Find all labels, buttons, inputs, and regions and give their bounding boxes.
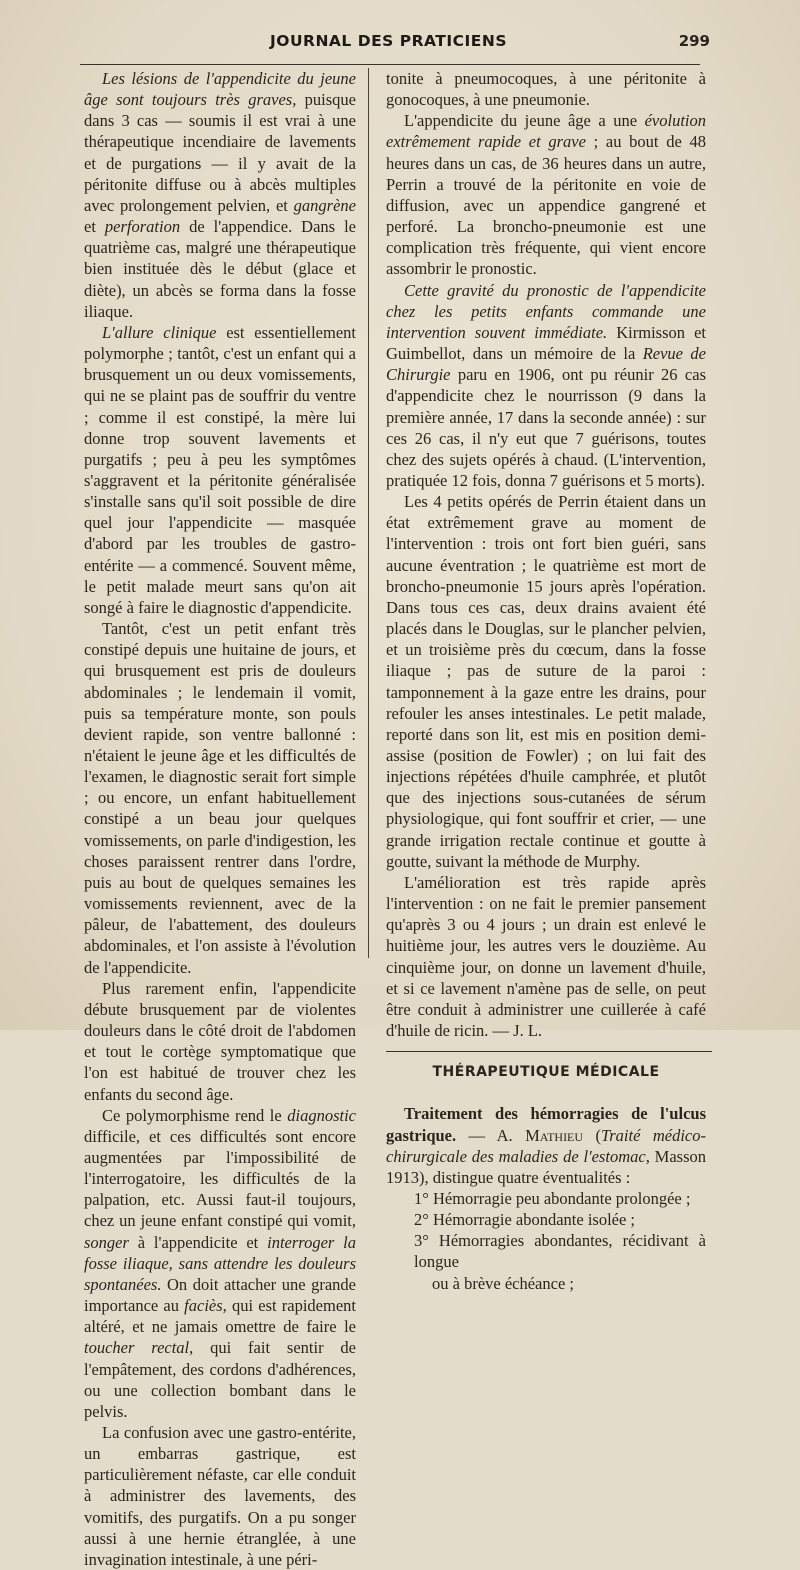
page-number: 299 (678, 32, 710, 50)
paragraph: L'amélioration est très rapide après l'intervention : on ne fait le premier pansement qu'après 3 ou 4 jours ; un drain est enlevé le huitième jour, les autres vers le douzième. Au cinquième jour, on donne un lavement d'huile, et si ce lavement n'amène pas de selle, on peut être conduit à administrer une cuillerée à café d'huile de ricin. — J. L. (386, 872, 706, 1041)
paragraph: Cette gravité du pronostic de l'appendicite chez les petits enfants commande une intervention souvent immédiate. Kirmisson et Guimbellot, dans un mémoire de la Revue de Chirurgie paru en 1906, ont pu réunir 26 cas d'appendicite chez le nourrisson (9 dans la première année, 17 dans la seconde année) : sur ces 26 cas, il n'y eut que 7 guérisons, toutes chez des sujets opérés à chaud. (L'intervention, pratiquée 12 fois, donna 7 guérisons et 5 morts). (386, 280, 707, 490)
paragraph: Plus rarement enfin, l'appendicite débute brusquement par de violentes douleurs dans le côté droit de l'abdomen et tout le cortège symptomatique que l'on est habitué de trouver chez les enfants du second âge. (84, 978, 356, 1104)
paragraph: Traitement des hémorragies de l'ulcus gastrique. — A. Mathieu (Traité médico-chirurgicale des maladies de l'estomac, Masson 1913), distingue quatre éventualités : (386, 1104, 707, 1187)
right-column (386, 68, 706, 1294)
list-item-continuation: ou à brève échéance ; (432, 1273, 574, 1293)
section-title: THÉRAPEUTIQUE MÉDICALE (432, 1064, 660, 1081)
paragraph: Les lésions de l'appendicite du jeune âge sont toujours très graves, puisque dans 3 cas — soumis il est vrai à une thérapeutique incendiaire de lavements et de purgations — il y avait de la péritonite diffuse ou à abcès multiples avec prolongement pelvien, et gangrène et perforation de l'appendice. Dans le quatrième cas, malgré une thérapeutique bien instituée dès le début (glace et diète), un abcès se forma dans la fosse iliaque. (84, 69, 356, 321)
left-column (84, 68, 356, 1570)
list-item: 3° Hémorragies abondantes, récidivant à longue (414, 1231, 706, 1272)
paragraph: tonite à pneumocoques, à une péritonite à gonocoques, à une pneumonie. (386, 69, 706, 110)
page-header (80, 28, 710, 65)
list-item: 1° Hémorragie peu abondante prolongée ; (414, 1188, 691, 1208)
journal-title: JOURNAL DES PRATICIENS (270, 32, 508, 50)
list-item: 2° Hémorragie abondante isolée ; (414, 1210, 636, 1230)
paragraph: L'allure clinique est essentiellement polymorphe ; tantôt, c'est un enfant qui a brusquement un ou deux vomissements, qui ne se plaint pas de souffrir du ventre ; comme il est constipé, la mère lui donne trop souvent lavements et purgatifs ; peu à peu les symptômes s'aggravent et la péritonite généralisée s'installe sans qu'il soit possible de dire quel jour l'appendicite — masquée d'abord par les troubles de gastro-entérite — a commencé. Souvent même, le petit malade meurt sans qu'on ait songé à faire le diagnostic d'appendicite. (84, 322, 356, 617)
paragraph: Les 4 petits opérés de Perrin étaient dans un état extrêmement grave au moment de l'intervention : trois ont fort bien guéri, sans aucune éventration ; le quatrième est mort de broncho-pneumonie 15 jours après l'opération. Dans tous ces cas, deux drains avaient été placés dans le Douglas, sur le plancher pelvien, et un troisième près du cœcum, dans la fosse iliaque ; pas de suture de la paroi : tamponnement à la gaze entre les drains, pour refouler les anses intestinales. Le petit malade, reporté dans son lit, est mis en position demi-assise (position de Fowler) ; on lui fait des injections répétées d'huile camphrée, et plutôt que des injections sous-cutanées de sérum physiologique, qui font souffrir et crier, — une grande irrigation rectale continue et goutte à goutte, suivant la méthode de Murphy. (386, 492, 706, 871)
column-divider (368, 68, 369, 958)
section-rule (386, 1051, 712, 1052)
paragraph: La confusion avec une gastro-entérite, un embarras gastrique, est particulièrement néfaste, car elle conduit à administrer des lavements, des vomitifs, des purgatifs. On a pu songer aussi à une hernie étranglée, à une invagination intestinale, à une péri- (84, 1423, 356, 1569)
paragraph: Ce polymorphisme rend le diagnostic difficile, et ces difficultés sont encore augmentées par l'impossibilité de l'interrogatoire, les difficultés de la palpation, etc. Aussi faut-il toujours, chez un jeune enfant constipé qui vomit, songer à l'appendicite et interroger la fosse iliaque, sans attendre les douleurs spontanées. On doit attacher une grande importance au faciès, qui est rapidement altéré, et ne jamais omettre de faire le toucher rectal, qui fait sentir de l'empâtement, des cordons d'adhérences, ou une collection bombant dans le pelvis. (84, 1105, 356, 1421)
paragraph: Tantôt, c'est un petit enfant très constipé depuis une huitaine de jours, et qui brusquement est pris de douleurs abdominales ; le lendemain il vomit, puis sa température monte, son pouls devient rapide, son ventre ballonné : n'étaient le jeune âge et les difficultés de l'examen, le diagnostic serait fort simple ; ou encore, un enfant habituellement constipé a un beau jour quelques vomissements, on parle d'indigestion, les choses paraissent rentrer dans l'ordre, puis au bout de quelques semaines les vomissements reviennent, avec de la pâleur, de l'abattement, des douleurs abdominales, et l'on assiste à l'évolution de l'appendicite. (84, 619, 356, 977)
paragraph: L'appendicite du jeune âge a une évolution extrêmement rapide et grave ; au bout de 48 heures dans un cas, de 36 heures dans un autre, Perrin a trouvé de la péritonite en voie de diffusion, avec un appendice gangrené et perforé. La broncho-pneumonie est une complication très fréquente, qui vient encore assombrir le pronostic. (386, 111, 706, 279)
